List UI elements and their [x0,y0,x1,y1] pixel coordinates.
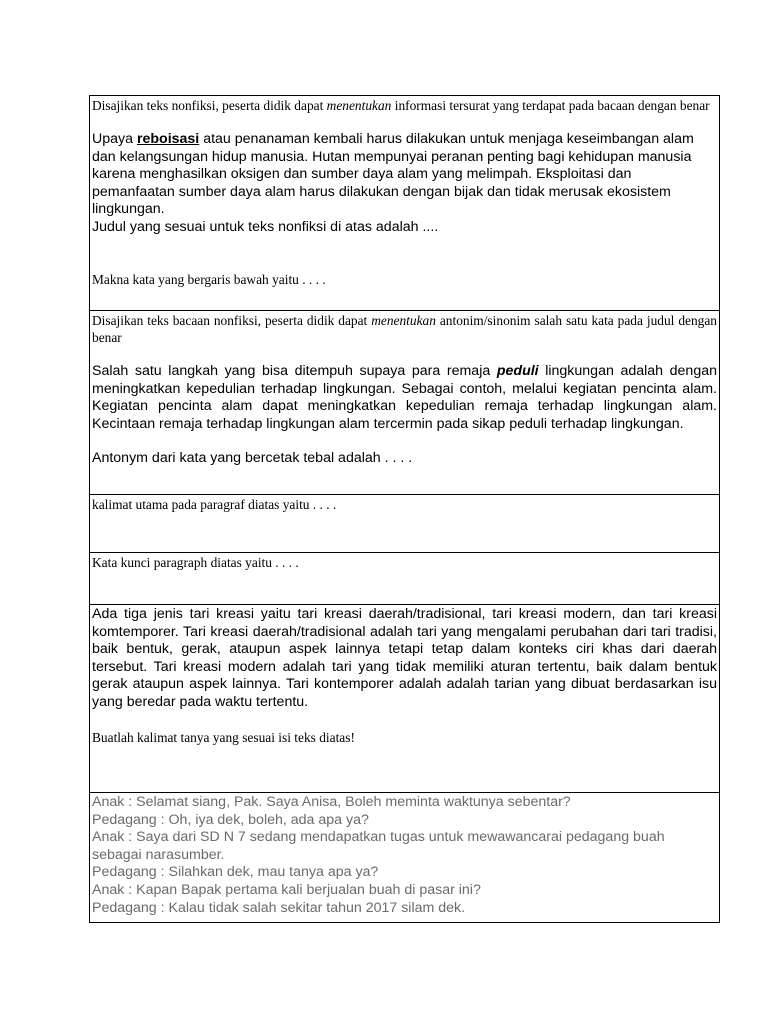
question-5: Buatlah kalimat tanya yang sesuai isi teks diatas! [92,729,355,745]
indicator-text: Disajikan teks bacaan nonfiksi, peserta didik dapat [92,313,372,328]
question-4: Kata kunci paragraph diatas yaitu . . . . [92,555,299,570]
question-1b: Makna kata yang bergaris bawah yaitu . . . . [92,271,326,287]
indicator-text: antonim/sinonim salah satu kata pada judul dengan benar [92,313,717,345]
question-1: Judul yang sesuai untuk teks nonfiksi di atas adalah .... [92,218,439,235]
dialogue-cell [89,793,720,923]
passage-text: Salah satu langkah yang bisa ditempuh supaya para remaja [92,363,497,379]
dialogue-line: Pedagang : Oh, iya dek, boleh, ada apa ya? [92,811,369,828]
question-cell-1 [89,95,720,311]
dialogue-line: Anak : Saya dari SD N 7 sedang mendapatkan tugas untuk mewawancarai pedagang buah sebagai narasumber. [92,829,665,863]
dialogue-line: Pedagang : Silahkan dek, mau tanya apa ya? [92,864,379,881]
question-cell-4 [89,553,720,605]
indicator-emphasis: menentukan [326,98,392,113]
passage-text: lingkungan adalah dengan meningkatkan kepedulian terhadap lingkungan. Sebagai contoh, melalui kegiatan pencinta alam. Kegiatan pencinta alam dapat meningkatkan kepedulian remaja terhadap lingkungan alam. Kecintaan remaja terhadap lingkungan alam tercermin pada sikap peduli terhadap lingkungan. [92,363,717,432]
dialogue-line: Pedagang : Kalau tidak salah sekitar tahun 2017 silam dek. [92,899,466,916]
question-cell-2 [89,311,720,495]
indicator-text: Disajikan teks nonfiksi, peserta didik dapat [92,98,327,113]
question-3: kalimat utama pada paragraf diatas yaitu . . . . [92,497,337,512]
underlined-keyword: reboisasi [136,131,200,147]
question-2: Antonym dari kata yang bercetak tebal adalah . . . . [92,450,413,467]
passage-text: atau penanaman kembali harus dilakukan untuk menjaga keseimbangan alam dan kelangsungan hidup manusia. Hutan mempunyai peranan penting bagi kehidupan manusia karena menghasilkan oksigen dan sumber daya alam yang melimpah. Eksploitasi dan pemanfaatan sumber daya alam harus dilakukan dengan bijak dan tidak merusak ekosistem lingkungan. [92,131,694,218]
indicator-emphasis: menentukan [371,313,436,328]
indicator-2 [92,312,717,346]
question-table [89,95,720,923]
passage-5: Ada tiga jenis tari kreasi yaitu tari kreasi daerah/tradisional, tari kreasi modern, dan tari kreasi komtemporer. Tari kreasi daerah/tradisional adalah tari yang mengalami perubahan dari tari tradisi, baik bentuk, gerak, ataupun aspek lainnya tetapi tetap dalam konteks ciri khas dari daerah tersebut. Tari kreasi modern adalah tari yang tidak memiliki aturan tertentu, baik dalam bentuk gerak ataupun aspek lainnya. Tari kontemporer adalah adalah tarian yang dibuat berdasarkan isu yang beredar pada waktu tertentu. [92,606,717,710]
passage-text: Upaya [92,131,137,147]
passage-1 [92,131,717,219]
bold-keyword: peduli [496,363,539,379]
indicator-1 [92,97,717,114]
question-cell-3 [89,495,720,553]
dialogue-line: Anak : Kapan Bapak pertama kali berjualan buah di pasar ini? [92,881,481,898]
question-cell-5 [89,605,720,793]
dialogue-line: Anak : Selamat siang, Pak. Saya Anisa, Boleh meminta waktunya sebentar? [92,794,571,810]
indicator-text: informasi tersurat yang terdapat pada bacaan dengan benar [391,98,710,113]
passage-2 [92,363,717,433]
